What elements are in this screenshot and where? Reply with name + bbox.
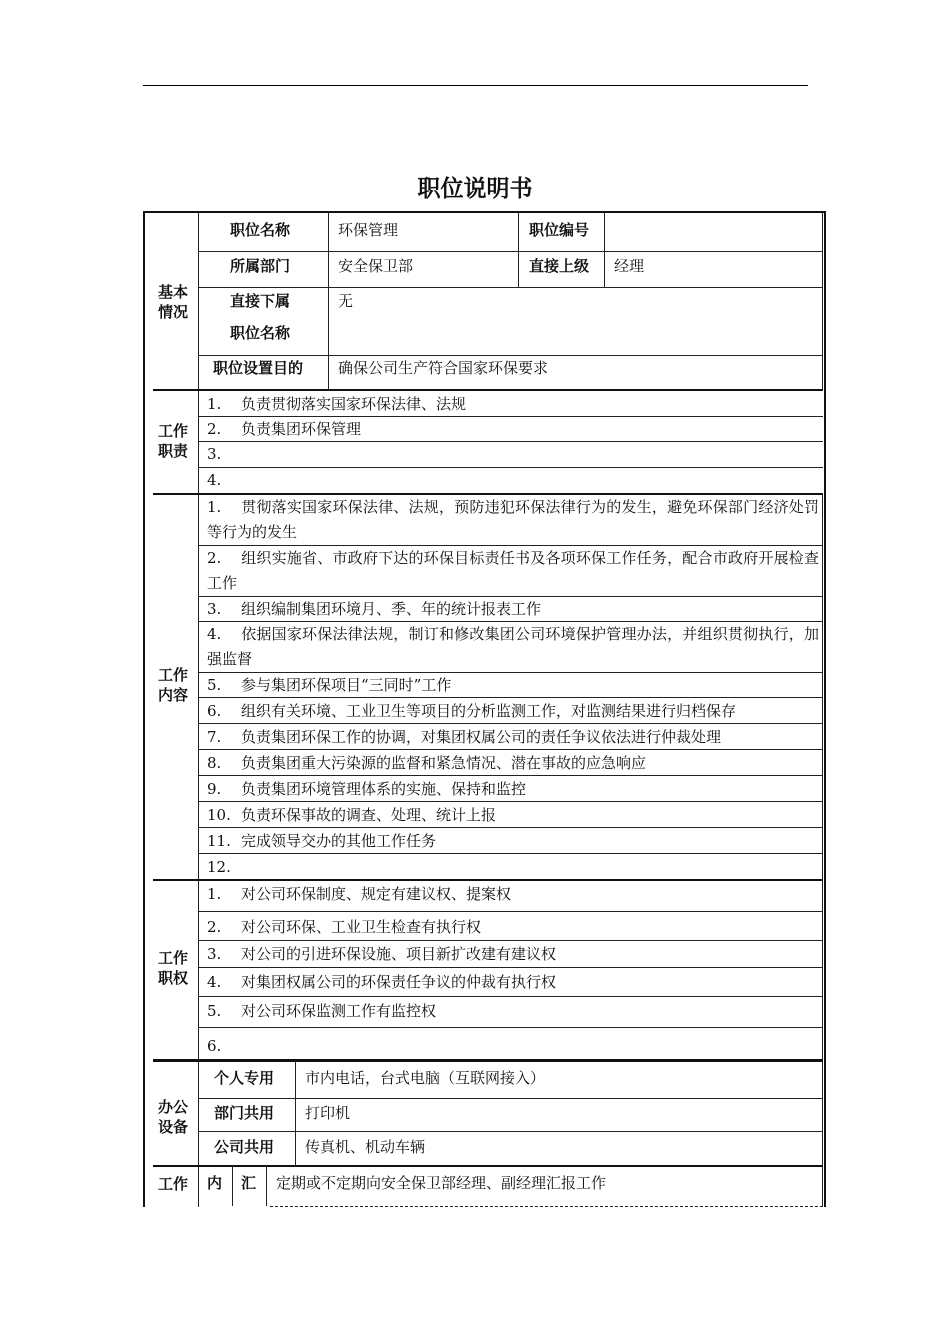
item-number: 12. <box>207 858 231 876</box>
subordinate-label: 直接下属 <box>230 292 291 310</box>
item-number: 4. <box>207 973 222 991</box>
item-text: 完成领导交办的其他工作任务 <box>241 832 437 850</box>
content-item <box>207 622 819 672</box>
dept-equipment-label: 部门共用 <box>214 1104 275 1122</box>
authority-item <box>207 1033 241 1059</box>
document-title: 职位说明书 <box>417 176 533 202</box>
item-number: 5. <box>207 1002 222 1020</box>
item-text: 组织实施省、市政府下达的环保目标责任书及各项环保工作任务，配合市政府开展检查工作 <box>207 549 819 592</box>
personal-equipment-label: 个人专用 <box>214 1069 275 1087</box>
company-equipment-label: 公司共用 <box>214 1138 275 1156</box>
item-number: 9. <box>207 780 222 798</box>
report-value: 定期或不定期向安全保卫部经理、副经理汇报工作 <box>276 1174 607 1192</box>
duty-item <box>207 416 361 442</box>
item-text: 负责集团环保工作的协调，对集团权属公司的责任争议依法进行仲裁处理 <box>241 728 722 746</box>
section-line <box>153 1059 823 1062</box>
item-text: 负责环保事故的调查、处理、统计上报 <box>241 806 497 824</box>
row-line <box>198 1131 823 1132</box>
position-name-value: 环保管理 <box>338 221 399 239</box>
content-item <box>207 854 241 880</box>
subordinate-value: 无 <box>338 292 354 310</box>
authority-item <box>207 881 511 907</box>
item-number: 2. <box>207 918 222 936</box>
duty-item <box>207 391 466 417</box>
content-item <box>207 495 819 545</box>
item-text: 对公司环保、工业卫生检查有执行权 <box>241 918 482 936</box>
row-line <box>198 996 823 997</box>
report-label: 汇 <box>241 1174 257 1192</box>
row-line <box>198 967 823 968</box>
dept-equipment-value: 打印机 <box>305 1104 351 1122</box>
department-label: 所属部门 <box>230 257 291 275</box>
row-line <box>198 1027 823 1028</box>
item-text: 组织有关环境、工业卫生等项目的分析监测工作，对监测结果进行归档保存 <box>241 702 737 720</box>
content-item <box>207 828 436 854</box>
item-text: 组织编制集团环境月、季、年的统计报表工作 <box>241 600 542 618</box>
section-line <box>153 1165 823 1167</box>
item-text: 负责集团环保管理 <box>241 420 362 438</box>
section-label-content: 工作 内容 <box>157 666 188 704</box>
item-text: 对公司环保监测工作有监控权 <box>241 1002 437 1020</box>
content-item <box>207 802 496 828</box>
item-number: 1. <box>207 885 222 903</box>
content-item <box>207 672 451 698</box>
section-divider-line <box>198 213 199 1207</box>
item-number: 6. <box>207 1037 222 1055</box>
content-item <box>207 750 646 776</box>
label-divider-line <box>295 1062 296 1165</box>
company-equipment-value: 传真机、机动车辆 <box>305 1138 426 1156</box>
superior-label: 直接上级 <box>529 257 590 275</box>
item-number: 4. <box>207 471 222 489</box>
item-number: 10. <box>207 806 231 824</box>
item-number: 3. <box>207 945 222 963</box>
section-label-equipment: 办公 设备 <box>157 1098 188 1136</box>
item-number: 2. <box>207 549 222 567</box>
item-number: 4. <box>207 625 222 643</box>
authority-item <box>207 998 436 1024</box>
item-number: 1. <box>207 395 222 413</box>
purpose-value: 确保公司生产符合国家环保要求 <box>338 359 549 377</box>
label-divider-line <box>232 1166 233 1206</box>
section-label-basic: 基本 情况 <box>157 283 188 321</box>
item-number: 1. <box>207 498 222 516</box>
content-item <box>207 698 736 724</box>
section-label-authority: 工作 职权 <box>157 949 188 987</box>
section-label-duties: 工作 职责 <box>157 422 188 460</box>
position-code-label: 职位编号 <box>529 221 590 239</box>
inner-right-line <box>822 1060 823 1207</box>
item-text: 负责集团重大污染源的监督和紧急情况、潜在事故的应急响应 <box>241 754 647 772</box>
row-line <box>198 251 823 252</box>
item-number: 2. <box>207 420 222 438</box>
personal-equipment-value: 市内电话，台式电脑（互联网接入） <box>305 1069 546 1087</box>
item-number: 5. <box>207 676 222 694</box>
dashed-line <box>270 1206 823 1207</box>
content-item <box>207 776 526 802</box>
content-item <box>207 724 721 750</box>
duty-item <box>207 441 241 467</box>
label-divider-line <box>328 213 329 389</box>
row-line <box>198 911 823 912</box>
label-divider-line <box>266 1166 267 1206</box>
row-line <box>198 1098 823 1099</box>
item-number: 11. <box>207 832 231 850</box>
content-item <box>207 596 541 622</box>
department-value: 安全保卫部 <box>338 257 414 275</box>
subordinate-label-2: 职位名称 <box>230 324 291 342</box>
content-item <box>207 546 819 596</box>
item-text: 对公司环保制度、规定有建议权、提案权 <box>241 885 512 903</box>
row-line <box>198 467 823 468</box>
authority-item <box>207 914 481 940</box>
item-text: 负责集团环境管理体系的实施、保持和监控 <box>241 780 527 798</box>
authority-item <box>207 969 556 995</box>
inner-right-line <box>822 495 823 1060</box>
section-label-relations: 工作 <box>157 1175 188 1193</box>
item-number: 6. <box>207 702 222 720</box>
item-text: 负责贯彻落实国家环保法律、法规 <box>241 395 467 413</box>
row-line <box>198 287 823 288</box>
item-number: 7. <box>207 728 222 746</box>
inner-right-line <box>822 213 823 389</box>
header-rule <box>143 85 808 86</box>
item-text: 贯彻落实国家环保法律、法规，预防违犯环保法律行为的发生，避免环保部门经济处罚等行为的发生 <box>207 498 819 541</box>
item-number: 3. <box>207 600 222 618</box>
item-number: 3. <box>207 445 222 463</box>
label-divider-line <box>604 213 605 287</box>
purpose-label: 职位设置目的 <box>213 359 304 377</box>
duty-item <box>207 467 241 493</box>
label-divider-line <box>518 213 519 287</box>
superior-value: 经理 <box>614 257 645 275</box>
authority-item <box>207 941 556 967</box>
item-text: 对公司的引进环保设施、项目新扩改建有建议权 <box>241 945 557 963</box>
inner-relation-label: 内 <box>207 1174 223 1192</box>
item-text: 参与集团环保项目“三同时”工作 <box>241 676 452 694</box>
position-name-label: 职位名称 <box>230 221 291 239</box>
item-text: 依据国家环保法律法规，制订和修改集团公司环境保护管理办法，并组织贯彻执行，加强监督 <box>207 625 819 668</box>
item-number: 8. <box>207 754 222 772</box>
item-text: 对集团权属公司的环保责任争议的仲裁有执行权 <box>241 973 557 991</box>
